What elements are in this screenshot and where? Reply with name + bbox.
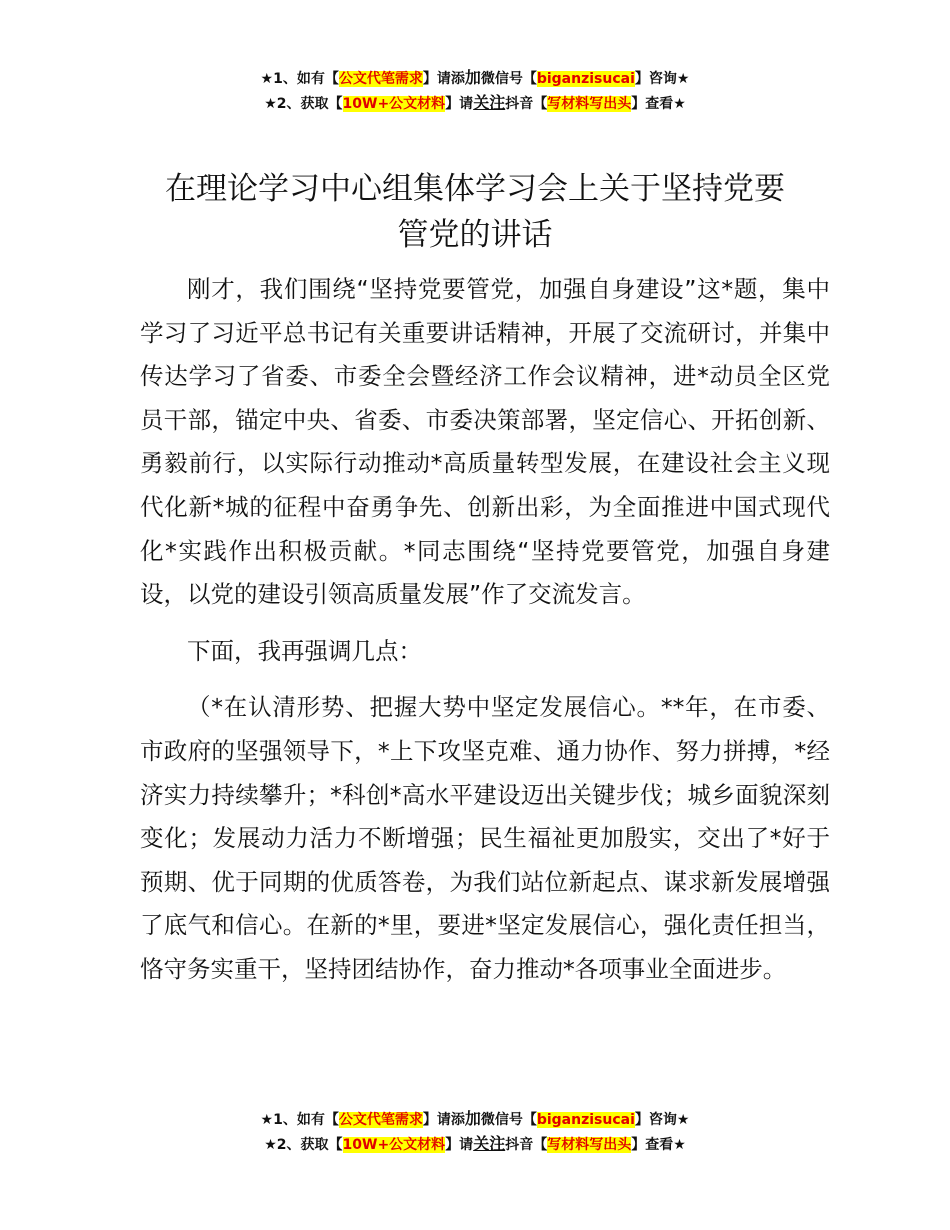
banner-text: 】请添 [422, 71, 465, 87]
paragraph-1: 刚才，我们围绕“坚持党要管党，加强自身建设”这*题，集中学习了习近平总书记有关重要讲话精神，开展了交流研讨，并集中传达学习了省委、市委全会暨经济工作会议精神，进*动员全区党员干部，锚定中央、省委、市委决策部署，坚定信心、开拓创新、勇毅前行，以实际行动推动*高质量转型发展，在建设社会主义现代化新*城的征程中奋勇争先、创新出彩，为全面推进中国式现代化*实践作出积极贡献。*同志围绕“坚持党要管党，加强自身建设，以党的建设引领高质量发展”作了交流发言。 [140, 275, 830, 609]
banner-underlined-text: 关注 [473, 93, 506, 112]
paragraph-3: （*在认清形势、把握大势中坚定发展信心。**年，在市委、市政府的坚强领导下，*上下攻坚克难、通力协作、努力拼搏，*经济实力持续攀升；*科创*高水平建设迈出关键步伐；城乡面貌深刻变化；发展动力活力不断增强；民生福祉更加殷实，交出了*好于预期、优于同期的优质答卷，为我们站位新起点、谋求新发展增强了底气和信心。在新的*里，要进*坚定发展信心，强化责任担当，恪守务实重干，坚持团结协作，奋力推动*各项事业全面进步。 [140, 693, 830, 983]
banner-highlight: 公文代笔需求 [338, 71, 423, 87]
title-line-2: 管党的讲话 [397, 217, 553, 253]
banner-highlight: 公文代笔需求 [338, 1112, 423, 1128]
banner-underlined-text: 关注 [473, 1134, 506, 1153]
banner-text: ★2、获取【 [264, 1137, 343, 1153]
banner-text: 】咨询★ [634, 1112, 690, 1128]
banner-highlight: 写材料写出头 [547, 1137, 632, 1153]
banner-highlight: 10W+公文材料 [342, 1137, 446, 1153]
banner-line-2 [0, 91, 950, 116]
document-title [120, 166, 830, 258]
banner-line-1 [0, 1107, 950, 1132]
banner-text: 】请 [445, 1137, 474, 1153]
banner-text: 】查看★ [631, 1137, 686, 1153]
document-body [140, 268, 830, 992]
banner-highlight: 10W+公文材料 [342, 96, 446, 112]
banner-text: 抖音【 [505, 96, 548, 112]
banner-text: 加 [464, 1109, 481, 1128]
banner-text: ★1、如有【 [260, 1112, 339, 1128]
banner-highlight: biganzisucai [536, 1112, 635, 1128]
banner-text: 】请 [445, 96, 474, 112]
banner-text: 抖音【 [505, 1137, 548, 1153]
banner-text: 】咨询★ [634, 71, 690, 87]
banner-text: 】查看★ [631, 96, 686, 112]
banner-highlight: 写材料写出头 [547, 96, 632, 112]
paragraph-2: 下面，我再强调几点： [187, 636, 422, 665]
banner-text: 】请添 [422, 1112, 465, 1128]
banner-text: 微信号【 [480, 1112, 537, 1128]
banner-highlight: biganzisucai [536, 71, 635, 87]
banner-text: ★2、获取【 [264, 96, 343, 112]
title-line-1: 在理论学习中心组集体学习会上关于坚持党要 [165, 171, 785, 207]
footer-banner [0, 1107, 950, 1157]
banner-text: 加 [464, 68, 481, 87]
banner-line-2 [0, 1132, 950, 1157]
header-banner [0, 66, 950, 116]
banner-line-1 [0, 66, 950, 91]
banner-text: ★1、如有【 [260, 71, 339, 87]
banner-text: 微信号【 [480, 71, 537, 87]
